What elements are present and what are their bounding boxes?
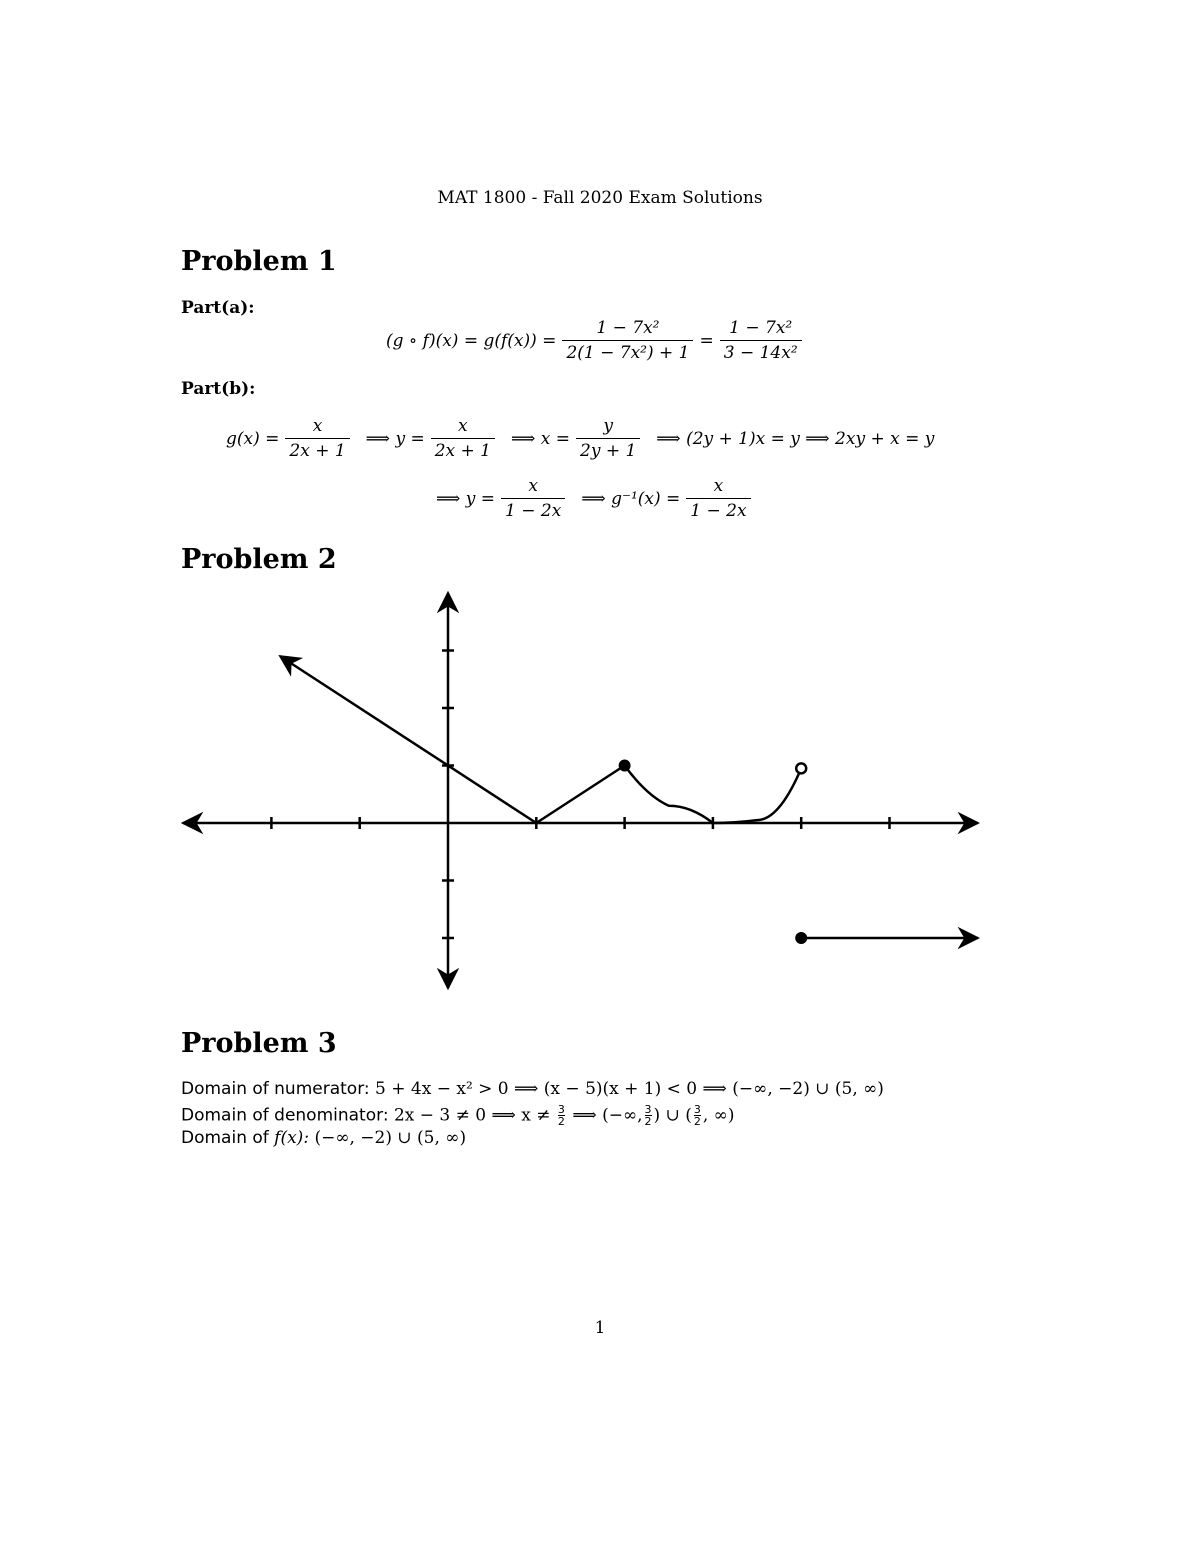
numerator: 1 − 7x²: [729, 318, 793, 338]
implication: ⟹ y =: [436, 488, 496, 509]
numerator: x: [713, 476, 724, 496]
denominator: 2x + 1: [431, 438, 495, 461]
problem-3-heading: Problem 3: [181, 1028, 337, 1059]
graph-segment-line: [536, 766, 624, 824]
denominator: 2: [693, 1115, 701, 1128]
closed-point: [795, 932, 807, 944]
denominator: 2: [644, 1115, 652, 1128]
math-expression: (−∞, −2) ∪ (5, ∞): [314, 1128, 467, 1148]
line-label: Domain of denominator:: [181, 1105, 389, 1126]
graph-segment-ray: [280, 656, 536, 823]
denominator: 2x + 1: [285, 438, 349, 461]
domain-numerator-line: [181, 1079, 884, 1099]
numerator: x: [312, 416, 323, 436]
numerator: y: [603, 416, 613, 436]
open-point: [796, 763, 806, 773]
numerator: 1 − 7x²: [596, 318, 660, 338]
part-a-label: Part(a):: [181, 298, 255, 318]
composition-lhs: (g ∘ f)(x) = g(f(x)) =: [386, 330, 557, 351]
problem-2-heading: Problem 2: [181, 544, 337, 575]
denominator: 1 − 2x: [501, 498, 565, 521]
implication-chain: ⟹ (2y + 1)x = y ⟹ 2xy + x = y: [656, 428, 935, 449]
implication: ⟹ x =: [510, 428, 570, 449]
line-label: Domain of numerator:: [181, 1079, 370, 1099]
line-label: Domain of: [181, 1128, 269, 1148]
numerator: x: [458, 416, 468, 436]
page-header: MAT 1800 - Fall 2020 Exam Solutions: [437, 188, 763, 208]
fraction: [558, 1104, 565, 1127]
denominator: 2y + 1: [576, 438, 640, 461]
numerator: x: [528, 476, 538, 496]
numerator: 3: [644, 1103, 652, 1116]
numerator: 3: [557, 1103, 565, 1116]
math-expression: 5 + 4x − x² > 0 ⟹ (x − 5)(x + 1) < 0 ⟹ (−∞, −2) ∪ (5, ∞): [375, 1079, 884, 1099]
denominator: 2(1 − 7x²) + 1: [562, 340, 693, 363]
equals-sign: =: [699, 330, 714, 351]
math-expression: ⟹ (−∞,: [572, 1105, 643, 1126]
math-expression: , ∞): [702, 1105, 735, 1126]
implication: ⟹ y =: [365, 428, 425, 449]
denominator: 3 − 14x²: [720, 340, 802, 363]
problem-1-heading: Problem 1: [181, 246, 337, 277]
math-expression: 2x − 3 ≠ 0 ⟹ x ≠: [393, 1105, 551, 1126]
part-b-label: Part(b):: [181, 379, 256, 399]
denominator: 1 − 2x: [686, 498, 750, 521]
domain-function-line: [181, 1128, 466, 1148]
numerator: 3: [693, 1103, 701, 1116]
fraction: [645, 1104, 652, 1127]
denominator: 2: [557, 1115, 565, 1128]
domain-denominator-line: [181, 1104, 734, 1127]
g-definition: g(x) =: [226, 428, 280, 449]
closed-point: [619, 760, 631, 772]
graph-segment-curve: [625, 766, 802, 824]
math-expression: ) ∪ (: [653, 1105, 692, 1126]
inverse-function: ⟹ g⁻¹(x) =: [581, 488, 681, 509]
page-number: 1: [594, 1318, 606, 1338]
function-name: f(x):: [274, 1128, 310, 1148]
fraction: [694, 1104, 701, 1127]
